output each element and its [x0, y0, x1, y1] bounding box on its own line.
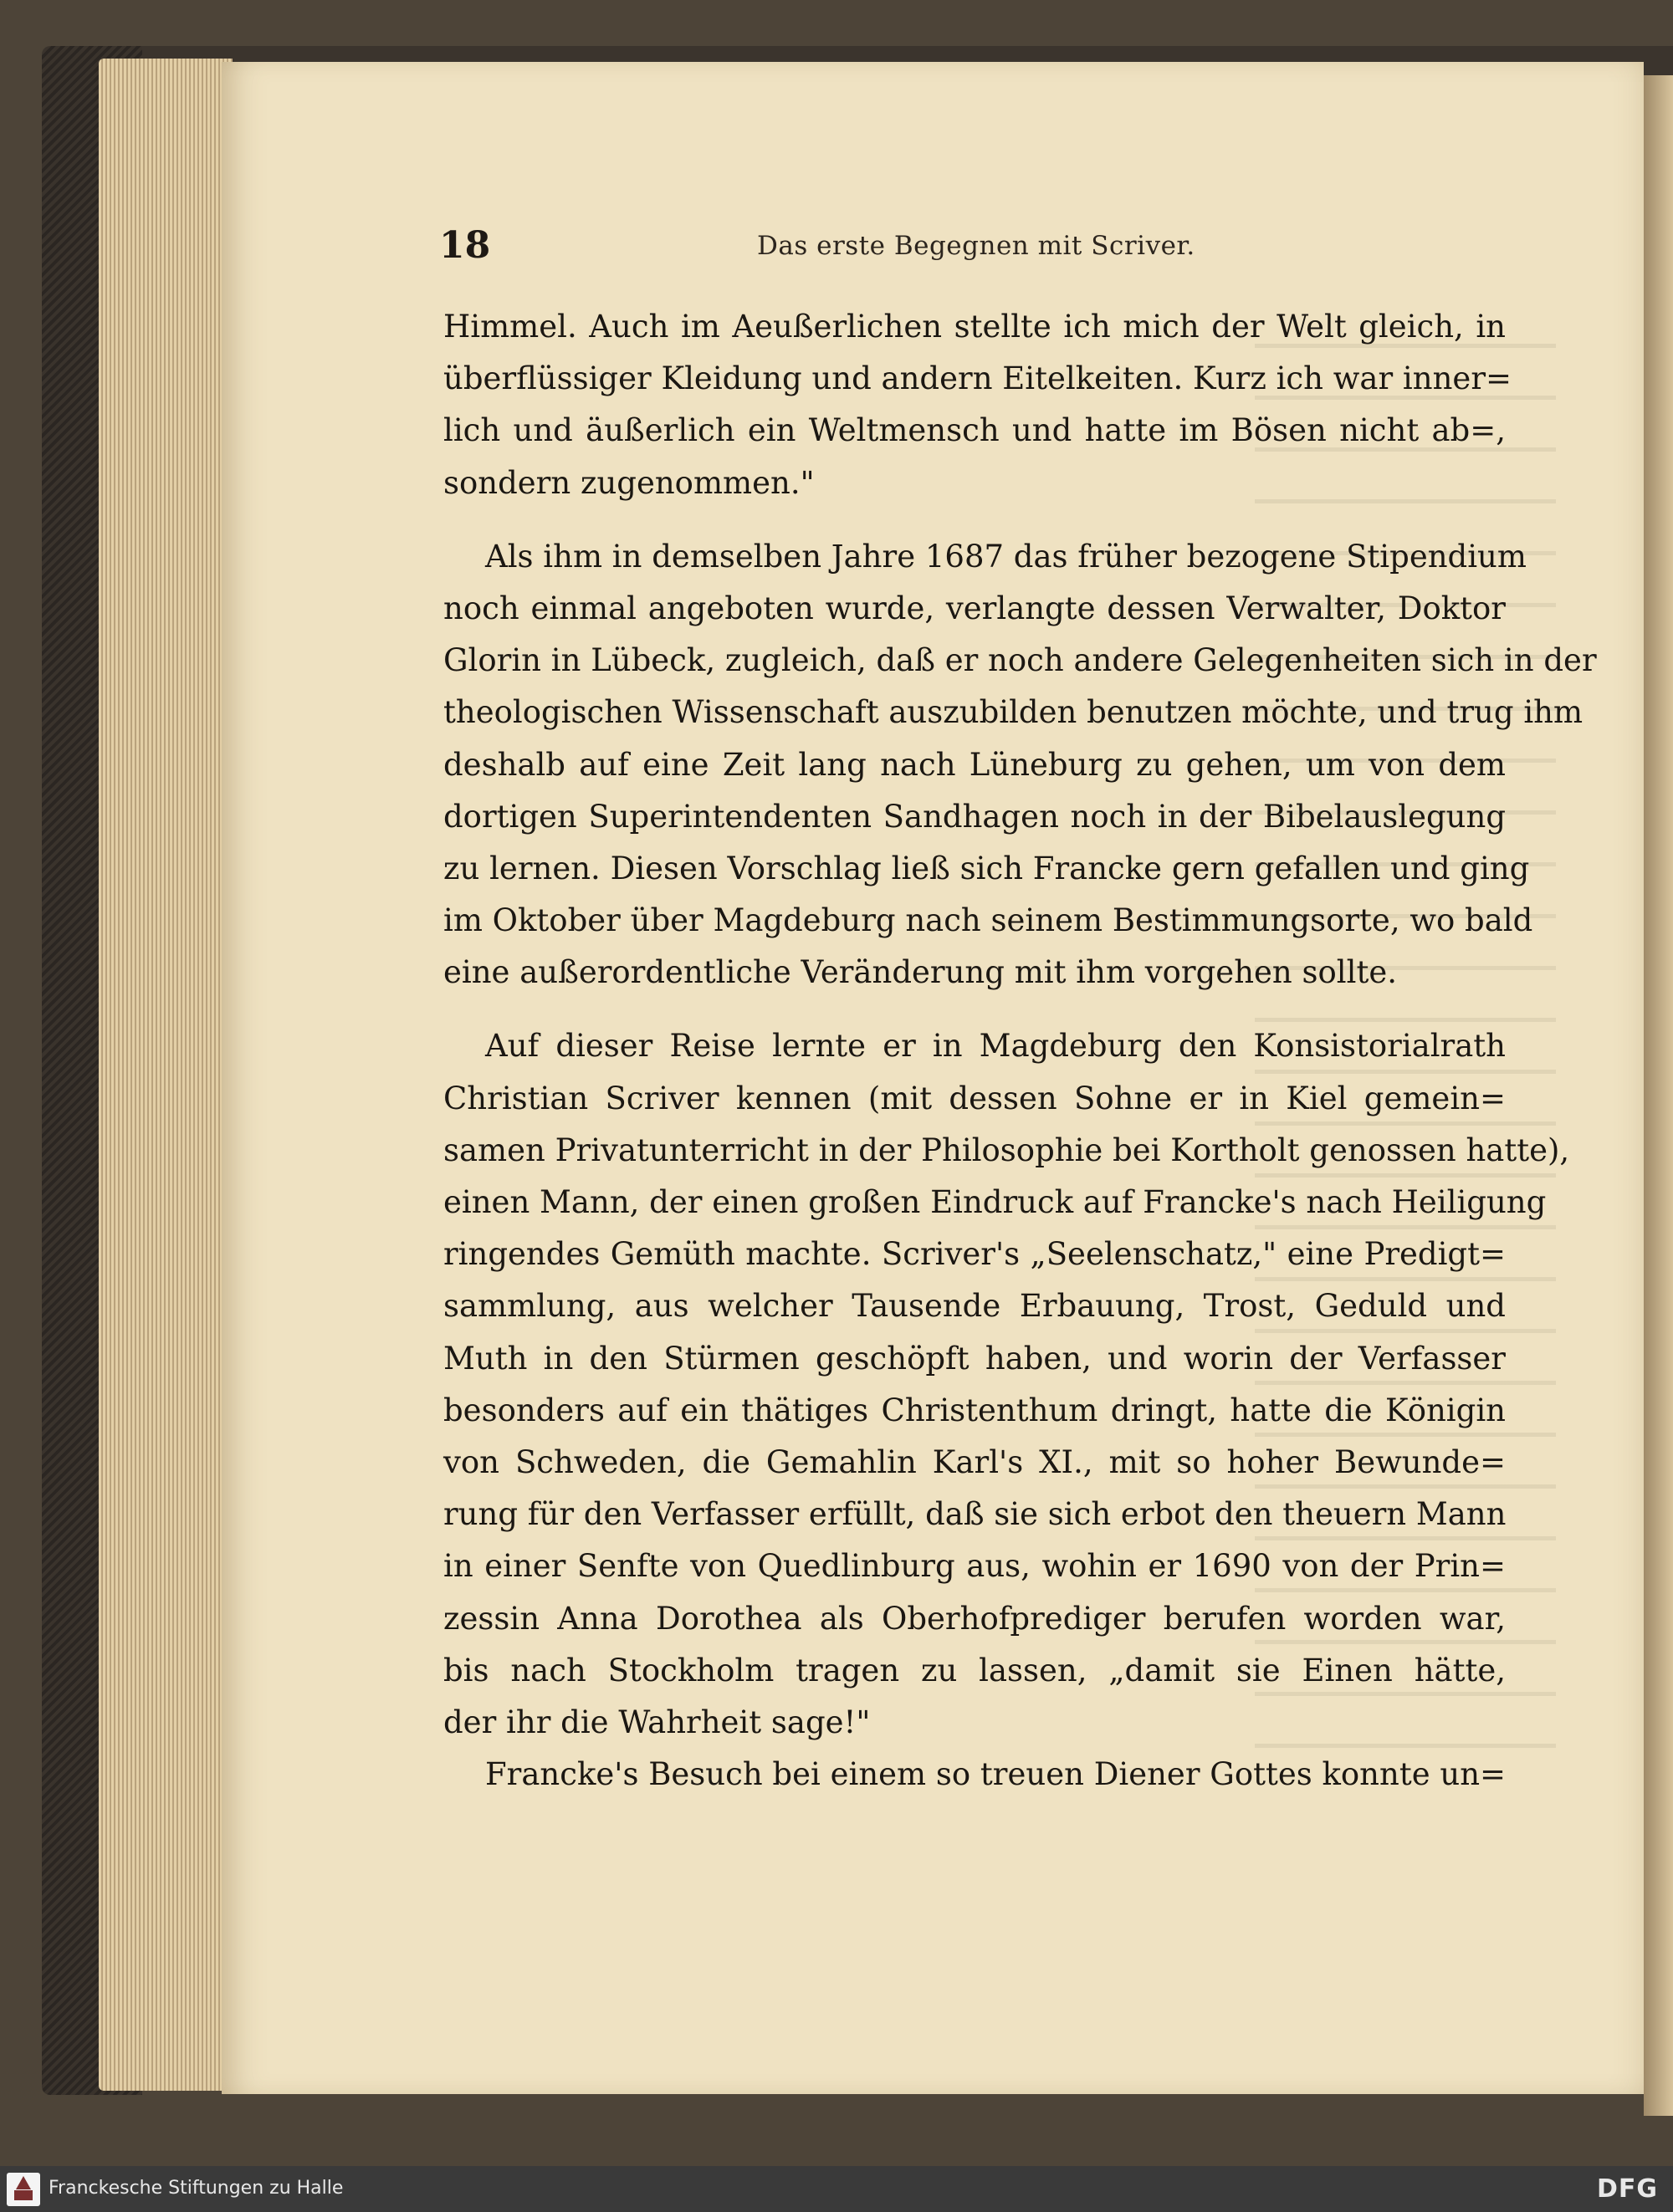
- page-edges: [99, 59, 233, 2091]
- text-line: eine außerordentliche Veränderung mit ihm vorgehen sollte.: [443, 954, 1397, 991]
- text-line: lich und äußerlich ein Weltmensch und hatte im Bösen nicht ab=,: [443, 412, 1506, 449]
- text-line: dortigen Superintendenten Sandhagen noch in der Bibelauslegung: [443, 798, 1506, 835]
- text-line: rung für den Verfasser erfüllt, daß sie sich erbot den theuern Mann: [443, 1496, 1507, 1533]
- text-line: sammlung, aus welcher Tausende Erbauung, Trost, Geduld und: [443, 1288, 1506, 1325]
- text-line: von Schweden, die Gemahlin Karl's XI., mit so hoher Bewunde=: [443, 1443, 1506, 1480]
- text-line: Himmel. Auch im Aeußerlichen stellte ich mich der Welt gleich, in: [443, 309, 1506, 345]
- text-line: Auf dieser Reise lernte er in Magdeburg den Konsistorialrath: [485, 1028, 1506, 1065]
- text-line: Glorin in Lübeck, zugleich, daß er noch andere Gelegenheiten sich in der: [443, 642, 1597, 679]
- paragraph-4: [443, 1749, 1506, 1801]
- text-line: theologischen Wissenschaft auszubilden benutzen möchte, und trug ihm: [443, 694, 1583, 731]
- text-line: im Oktober über Magdeburg nach seinem Bestimmungsorte, wo bald: [443, 902, 1533, 939]
- text-line: Francke's Besuch bei einem so treuen Diener Gottes konnte un=: [485, 1756, 1507, 1793]
- paragraph-2: [443, 531, 1597, 999]
- text-line: ringendes Gemüth machte. Scriver's „Seelenschatz," eine Predigt=: [443, 1236, 1506, 1273]
- text-line: der ihr die Wahrheit sage!": [443, 1704, 871, 1740]
- facing-page-edge: [1644, 75, 1673, 2116]
- running-title: Das erste Begegnen mit Scriver.: [757, 231, 1195, 261]
- text-line: überflüssiger Kleidung und andern Eitelkeiten. Kurz ich war inner=: [443, 360, 1512, 397]
- paragraph-3: [443, 1020, 1570, 1749]
- viewer-footer: [0, 2166, 1673, 2212]
- text-line: bis nach Stockholm tragen zu lassen, „damit sie Einen hätte,: [443, 1652, 1506, 1688]
- dfg-badge: DFG: [1596, 2174, 1658, 2204]
- text-line: zu lernen. Diesen Vorschlag ließ sich Francke gern gefallen und ging: [443, 850, 1530, 886]
- text-line: einen Mann, der einen großen Eindruck auf Francke's nach Heiligung: [443, 1184, 1547, 1220]
- text-line: besonders auf ein thätiges Christenthum dringt, hatte die Königin: [443, 1392, 1506, 1428]
- body-text: [443, 301, 1597, 1801]
- text-line: zessin Anna Dorothea als Oberhofprediger berufen worden war,: [443, 1600, 1506, 1637]
- text-line: samen Privatunterricht in der Philosophie bei Kortholt genossen hatte),: [443, 1132, 1570, 1168]
- text-line: deshalb auf eine Zeit lang nach Lüneburg zu gehen, um von dem: [443, 746, 1506, 783]
- text-line: sondern zugenommen.": [443, 464, 815, 501]
- text-line: Christian Scriver kennen (mit dessen Sohne er in Kiel gemein=: [443, 1080, 1506, 1116]
- paragraph-1: [443, 301, 1512, 509]
- institution-name: Franckesche Stiftungen zu Halle: [49, 2178, 344, 2199]
- text-line: in einer Senfte von Quedlinburg aus, wohin er 1690 von der Prin=: [443, 1548, 1506, 1585]
- page-number: 18: [439, 224, 491, 267]
- running-head: [439, 224, 1527, 274]
- text-line: noch einmal angeboten wurde, verlangte dessen Verwalter, Doktor: [443, 590, 1506, 626]
- text-line: Als ihm in demselben Jahre 1687 das früher bezogene Stipendium: [485, 538, 1527, 575]
- text-line: Muth in den Stürmen geschöpft haben, und worin der Verfasser: [443, 1340, 1506, 1377]
- institution-logo-icon: [7, 2173, 40, 2206]
